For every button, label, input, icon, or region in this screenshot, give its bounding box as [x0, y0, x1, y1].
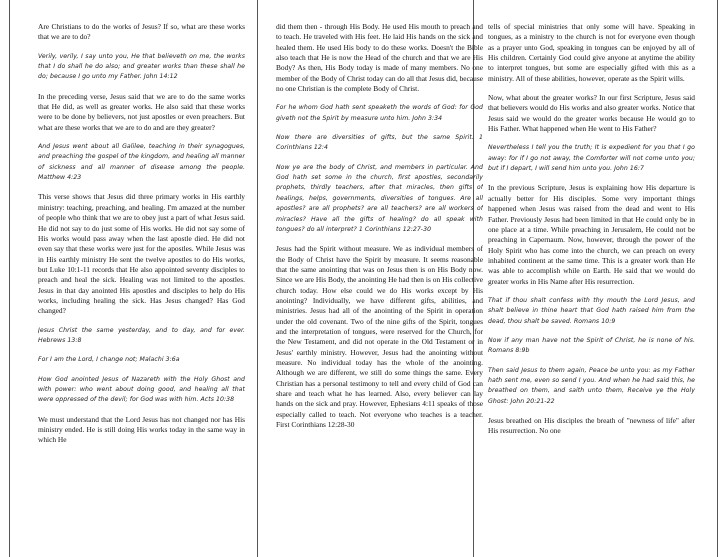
- scripture-quote: That if thou shalt confess with thy mouth the Lord Jesus, and shalt believe in thine heart that God hath raised him from the dead, thou shalt be saved. Romans 10:9: [488, 296, 695, 325]
- body-paragraph: In the preceding verse, Jesus said that we are to do the same works that He did, as well as greater works. He also said that these works were to be done by believers, not just apostles or even preachers. But what are these works that we are to do and are they greater?: [38, 91, 245, 132]
- body-paragraph: Now, what about the greater works? In our first Scripture, Jesus said that believers would do His works and also greater works. Notice that Jesus said we would do the greater works because He would go to His Father. What happened when He went to His Father?: [488, 93, 695, 134]
- body-paragraph: In the previous Scripture, Jesus is explaining how His departure is actually better for His disciples. Some very important things happened when Jesus was raised from the dead and went to His Father. Previously Jesus had been limited in that He could only be in one place at a time. While preaching in Jerusalem, He could not be preaching in Capernaum. Now, however, through the power of the Holy Spirit who has come into the church, we can preach on every inhabited continent at the same time. This is a greater work than He was able to accomplish while on Earth. He said that we would do greater works in His Name after His resurrection.: [488, 183, 695, 286]
- scripture-quote: For he whom God hath sent speaketh the words of God: for God giveth not the Spirit by measure unto him. John 3:34: [276, 104, 483, 122]
- body-paragraph: We must understand that the Lord Jesus has not changed nor has His ministry ended. He is still doing His works today in the same way in which He: [38, 414, 245, 445]
- text-column-1: [38, 22, 245, 555]
- body-paragraph: This verse shows that Jesus did three primary works in His earthly ministry: teaching, preaching, and healing. I'm amazed at the number of people who think that we are to obey just a part of what Jesus said. He did not say to do just some of His works. He did not say some of His works would pass away when the last apostle died. He did not even say that these works were just for the apostles. While Jesus was in His earthly ministry He sent the twelve apostles to do His works, but Luke 10:1-11 records that He also appointed seventy disciples to preach and heal the sick. Healing was not limited to the apostles. Jesus in that day anointed His apostles and disciples to help do His works, including healing the sick. Has Jesus changed? Has God changed?: [38, 192, 245, 316]
- body-paragraph: Jesus had the Spirit without measure. We as individual members of the Body of Christ have the Spirit by measure. It seems reasonable that the same anointing that was on Jesus then is on His Body now. Since we are His Body, the anointing He had then is on His collective church today. How else could we do His works except by His anointing? Individually, we have different gifts, abilities, and ministries. Jesus had all of the anointing of the Spirit in operation under the old covenant. Two of the nine gifts of the Spirit, tongues and the interpretation of tongues, were reserved for the Church, for the New Testament, and did not operate in the Old Testament or in Jesus' earthly ministry. However, Jesus had the anointing without measure. No individual today has the whole of the anointing. Although we are different, we still do some things the same. Every Christian has a personal testimony to tell and every child of God can share and teach what he has learned. Also, every believer can lay hands on the sick and pray. However, Ephesians 4:11 speaks of those especially called to teach. Not everyone who teaches is a teacher. First Corinthians 12:28-30: [276, 244, 483, 430]
- scripture-quote: Jesus Christ the same yesterday, and to day, and for ever. Hebrews 13:8: [38, 326, 245, 344]
- body-paragraph: Are Christians to do the works of Jesus? If so, what are these works that we are to do?: [38, 22, 245, 42]
- scripture-quote: Now there are diversities of gifts, but the same Spirit. 1 Corinthians 12:4: [276, 134, 483, 152]
- body-paragraph: did them then - through His Body. He used His mouth to preach and to teach. He traveled with His feet. He laid His hands on the sick and healed them. He used His body to do these works. Doesn't the Bible also teach that He is now the Head of the church and that we are His Body? As then, His Body today is made of many members. No one member of the Body of Christ today can do all that Jesus did, because no one Christian is the complete Body of Christ.: [276, 22, 483, 94]
- left-border-line: [9, 0, 10, 557]
- scripture-quote: Now ye are the body of Christ, and members in particular. And God hath set some in the church, first apostles, secondarily prophets, thirdly teachers, after that miracles, then gifts of healings, helps, governments, diversities of tongues. Are all apostles? are all prophets? are all teachers? are all workers of miracles? Have all the gifts of healing? do all speak with tongues? do all interpret? 1 Corinthians 12:27-30: [276, 163, 483, 233]
- scripture-quote: For I am the Lord, I change not; Malachi 3:6a: [38, 356, 180, 364]
- scripture-quote: How God anointed Jesus of Nazareth with the Holy Ghost and with power: who went about doing good, and healing all that were oppressed of the devil; for God was with him. Acts 10:38: [38, 375, 245, 404]
- right-border-line: [717, 0, 718, 557]
- text-column-2: [276, 22, 483, 555]
- body-paragraph: tells of special ministries that only some will have. Speaking in tongues, as a ministry to the church is not for everyone even though as a prayer unto God, speaking in tongues can be enjoyed by all of His children. Certainly God could give anyone at anytime the ability to interpret tongues, but some are especially gifted with this as a ministry. All of these abilities, however, operate as the Spirit wills.: [488, 22, 695, 83]
- scripture-quote: Now if any man have not the Spirit of Christ, he is none of his. Romans 8:9b: [488, 336, 695, 355]
- body-paragraph: Jesus breathed on His disciples the breath of "newness of life" after His resurrection. No one: [488, 416, 695, 436]
- scripture-quote: Verily, verily, I say unto you, He that believeth on me, the works that I do shall he do also; and greater works than these shall he do; because I go unto my Father. John 14:12: [38, 52, 245, 81]
- scripture-quote: And Jesus went about all Galilee, teaching in their synagogues, and preaching the gospel of the kingdom, and healing all manner of sickness and all manner of disease among the people. Matthew 4:23: [38, 143, 245, 182]
- scripture-quote: Then said Jesus to them again, Peace be unto you: as my Father hath sent me, even so send I you. And when he had said this, he breathed on them, and saith unto them, Receive ye the Holy Ghost: John 20:21-22: [488, 366, 695, 405]
- text-column-3: [488, 22, 695, 555]
- scripture-quote: Nevertheless I tell you the truth; It is expedient for you that I go away: for if I go not away, the Comforter will not come unto you; but if I depart, I will send him unto you. John 16:7: [488, 144, 695, 173]
- column-divider-line: [257, 0, 258, 557]
